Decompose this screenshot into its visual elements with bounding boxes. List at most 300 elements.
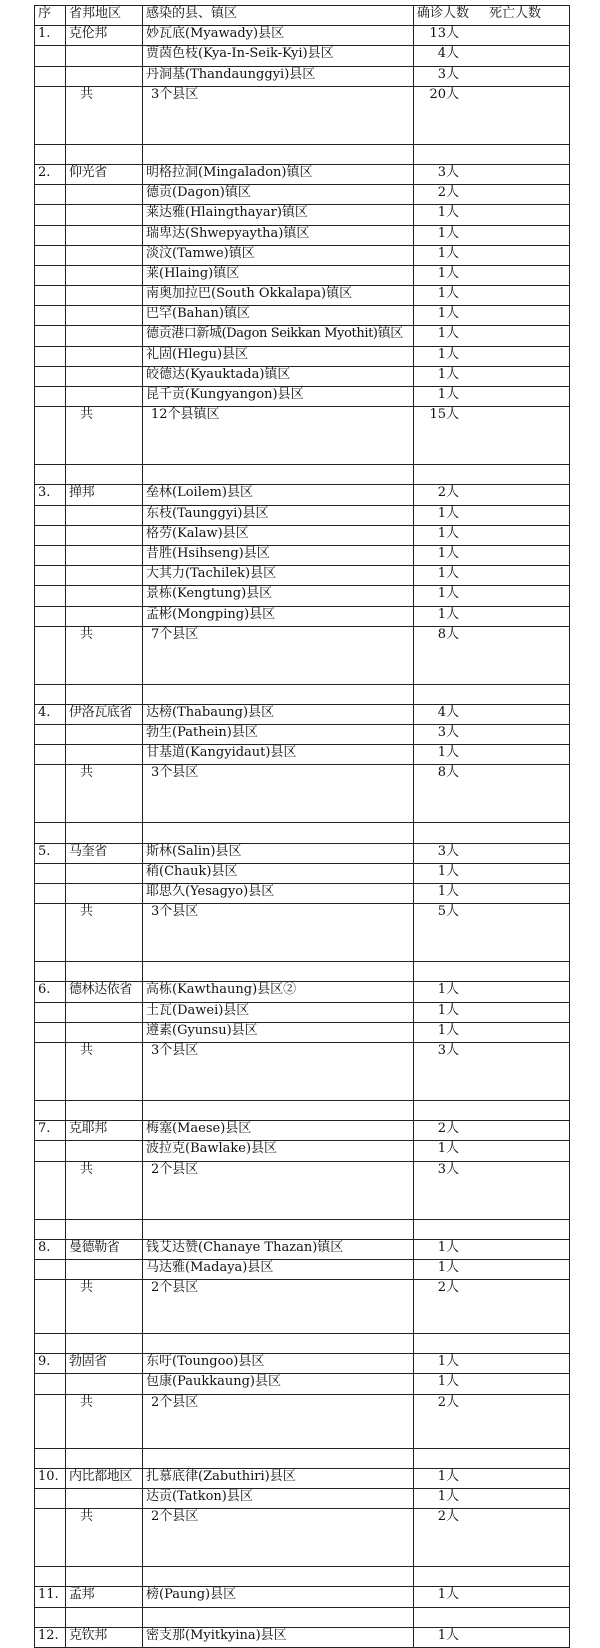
state-name [66,1374,143,1394]
state-name [66,1022,143,1042]
separator-row [35,1567,570,1587]
empty-cell [66,465,143,485]
empty-cell [66,823,143,843]
table-row [35,1022,570,1042]
table-row [35,545,570,565]
area-name: 妙瓦底(Myawady)县区 [143,26,414,46]
area-name: 巴罕(Bahan)镇区 [143,306,414,326]
state-name: 掸邦 [66,485,143,505]
area-name: 德贡港口新城(Dagon Seikkan Myothit)镇区 [143,326,414,346]
table-row [35,1259,570,1279]
case-count: 1人 [414,863,570,883]
table-row [35,1354,570,1374]
row-number [35,566,66,586]
total-area-count: 7个县区 [143,626,414,684]
case-count: 1人 [414,1141,570,1161]
empty-cell [143,1567,414,1587]
row-number: 2. [35,164,66,184]
total-label: 共 [66,1394,143,1448]
total-row [35,765,570,823]
case-count: 1人 [414,225,570,245]
total-area-count: 2个县区 [143,1161,414,1219]
area-name: 达榜(Thabaung)县区 [143,704,414,724]
area-name: 波拉克(Bawlake)县区 [143,1141,414,1161]
separator-row [35,962,570,982]
table-row [35,66,570,86]
row-number [35,586,66,606]
row-number [35,225,66,245]
row-number [35,46,66,66]
total-area-count: 12个县镇区 [143,407,414,465]
empty-cell [35,1509,66,1567]
row-number [35,286,66,306]
case-count: 1人 [414,545,570,565]
case-count: 1人 [414,1354,570,1374]
state-name [66,863,143,883]
case-count: 1人 [414,1468,570,1488]
table-row [35,745,570,765]
case-count: 1人 [414,387,570,407]
total-area-count: 3个县区 [143,904,414,962]
case-count: 1人 [414,205,570,225]
row-number [35,205,66,225]
case-count: 1人 [414,1002,570,1022]
state-name: 克钦邦 [66,1627,143,1647]
table-row [35,884,570,904]
area-name: 东吁(Toungoo)县区 [143,1354,414,1374]
empty-cell [143,144,414,164]
row-number: 12. [35,1627,66,1647]
empty-cell [143,684,414,704]
table-row [35,185,570,205]
row-number [35,863,66,883]
total-case-count: 2人 [414,1394,570,1448]
row-number [35,745,66,765]
area-name: 垒林(Loilem)县区 [143,485,414,505]
total-row [35,1161,570,1219]
total-case-count: 8人 [414,765,570,823]
table-row [35,606,570,626]
table-row [35,326,570,346]
empty-cell [35,86,66,144]
table-row [35,725,570,745]
table-row [35,982,570,1002]
row-number: 6. [35,982,66,1002]
empty-cell [35,1161,66,1219]
area-name: 南奥加拉巴(South Okkalapa)镇区 [143,286,414,306]
area-name: 格劳(Kalaw)县区 [143,525,414,545]
case-count: 3人 [414,164,570,184]
empty-cell [143,1100,414,1120]
empty-cell [35,1394,66,1448]
state-name: 曼德勒省 [66,1239,143,1259]
case-count: 4人 [414,704,570,724]
row-number: 8. [35,1239,66,1259]
state-name [66,366,143,386]
row-number [35,346,66,366]
empty-cell [35,1334,66,1354]
row-number [35,1022,66,1042]
table-row [35,525,570,545]
empty-cell [414,1567,570,1587]
total-label: 共 [66,86,143,144]
total-label: 共 [66,765,143,823]
area-name: 稍(Chauk)县区 [143,863,414,883]
total-area-count: 2个县区 [143,1280,414,1334]
table-row [35,843,570,863]
header-no: 序 [35,6,66,26]
header-row [35,6,570,26]
empty-cell [143,465,414,485]
state-name [66,66,143,86]
row-number [35,387,66,407]
area-name: 钱艾达赞(Chanaye Thazan)镇区 [143,1239,414,1259]
total-case-count: 3人 [414,1161,570,1219]
case-count: 1人 [414,1627,570,1647]
state-name [66,1002,143,1022]
state-name: 孟邦 [66,1587,143,1607]
state-name: 勃固省 [66,1354,143,1374]
case-count: 1人 [414,982,570,1002]
case-count: 1人 [414,265,570,285]
case-count: 2人 [414,485,570,505]
state-name [66,884,143,904]
row-number [35,1374,66,1394]
area-name: 斯林(Salin)县区 [143,843,414,863]
row-number [35,505,66,525]
area-name: 景栋(Kengtung)县区 [143,586,414,606]
row-number [35,1259,66,1279]
row-number [35,545,66,565]
empty-cell [35,626,66,684]
separator-row [35,1607,570,1627]
state-name [66,185,143,205]
case-count: 4人 [414,46,570,66]
empty-cell [414,1334,570,1354]
total-area-count: 3个县区 [143,86,414,144]
empty-cell [66,1607,143,1627]
empty-cell [414,465,570,485]
table-row [35,366,570,386]
case-count: 2人 [414,1121,570,1141]
row-number [35,1141,66,1161]
total-row [35,1042,570,1100]
area-name: 皎德达(Kyauktada)镇区 [143,366,414,386]
state-name [66,545,143,565]
empty-cell [143,962,414,982]
table-row [35,586,570,606]
empty-cell [66,1219,143,1239]
empty-cell [35,904,66,962]
header-cases: 确诊人数 [417,6,470,21]
empty-cell [414,1448,570,1468]
area-name: 莱(Hlaing)镇区 [143,265,414,285]
total-label: 共 [66,1509,143,1567]
case-count: 3人 [414,843,570,863]
area-name: 包康(Paukkaung)县区 [143,1374,414,1394]
total-case-count: 3人 [414,1042,570,1100]
state-name [66,387,143,407]
empty-cell [414,1607,570,1627]
empty-cell [143,1334,414,1354]
header-state: 省邦地区 [66,6,143,26]
empty-cell [143,823,414,843]
area-name: 梅塞(Maese)县区 [143,1121,414,1141]
empty-cell [414,962,570,982]
row-number [35,725,66,745]
case-count: 1人 [414,1239,570,1259]
empty-cell [35,407,66,465]
table-row [35,46,570,66]
row-number [35,326,66,346]
row-number [35,245,66,265]
empty-cell [66,1334,143,1354]
header-counts [414,6,570,26]
empty-cell [35,1567,66,1587]
state-name: 克耶邦 [66,1121,143,1141]
table-row [35,286,570,306]
total-case-count: 15人 [414,407,570,465]
row-number [35,884,66,904]
case-count: 1人 [414,1022,570,1042]
total-label: 共 [66,1161,143,1219]
empty-cell [35,465,66,485]
area-name: 丹洞基(Thandaunggyi)县区 [143,66,414,86]
area-name: 密支那(Myitkyina)县区 [143,1627,414,1647]
total-row [35,407,570,465]
area-name: 扎慕底律(Zabuthiri)县区 [143,1468,414,1488]
empty-cell [35,1100,66,1120]
separator-row [35,1219,570,1239]
table-row [35,1374,570,1394]
case-count: 1人 [414,1374,570,1394]
row-number [35,525,66,545]
state-name [66,326,143,346]
table-row [35,566,570,586]
table-row [35,1489,570,1509]
case-count: 1人 [414,1259,570,1279]
case-count: 1人 [414,566,570,586]
area-name: 高栋(Kawthaung)县区② [143,982,414,1002]
state-name [66,46,143,66]
state-name: 仰光省 [66,164,143,184]
row-number: 7. [35,1121,66,1141]
area-name: 土瓦(Dawei)县区 [143,1002,414,1022]
state-name [66,1141,143,1161]
empty-cell [414,1219,570,1239]
table-row [35,485,570,505]
empty-cell [66,1567,143,1587]
table-row [35,265,570,285]
table-row [35,1002,570,1022]
state-name [66,505,143,525]
empty-cell [66,1100,143,1120]
state-name [66,606,143,626]
state-name [66,286,143,306]
table-row [35,306,570,326]
separator-row [35,823,570,843]
empty-cell [414,823,570,843]
table-row [35,1627,570,1647]
state-name [66,745,143,765]
area-name: 瑞卑达(Shwepyaytha)镇区 [143,225,414,245]
area-name: 遵素(Gyunsu)县区 [143,1022,414,1042]
table-body [35,6,570,1648]
row-number [35,306,66,326]
area-name: 贾茵色枝(Kya-In-Seik-Kyi)县区 [143,46,414,66]
row-number [35,366,66,386]
case-count: 1人 [414,326,570,346]
empty-cell [414,144,570,164]
empty-cell [66,962,143,982]
row-number [35,1489,66,1509]
state-name [66,265,143,285]
case-count: 1人 [414,1587,570,1607]
area-name: 达贡(Tatkon)县区 [143,1489,414,1509]
state-name: 克伦邦 [66,26,143,46]
total-label: 共 [66,626,143,684]
row-number: 4. [35,704,66,724]
table-row [35,225,570,245]
state-name [66,586,143,606]
table-row [35,346,570,366]
table-row [35,863,570,883]
state-name: 马奎省 [66,843,143,863]
empty-cell [35,144,66,164]
state-name [66,566,143,586]
table-row [35,1141,570,1161]
total-label: 共 [66,1042,143,1100]
area-name: 马达雅(Madaya)县区 [143,1259,414,1279]
total-row [35,86,570,144]
total-row [35,1394,570,1448]
area-name: 孟彬(Mongping)县区 [143,606,414,626]
state-name [66,346,143,366]
case-count: 1人 [414,745,570,765]
area-name: 昔胜(Hsihseng)县区 [143,545,414,565]
empty-cell [35,1280,66,1334]
table-row [35,164,570,184]
table-row [35,245,570,265]
case-count: 1人 [414,306,570,326]
area-name: 昆千贡(Kungyangon)县区 [143,387,414,407]
total-area-count: 3个县区 [143,765,414,823]
empty-cell [66,144,143,164]
empty-cell [35,1607,66,1627]
empty-cell [66,1448,143,1468]
empty-cell [66,684,143,704]
empty-cell [35,1219,66,1239]
case-count: 2人 [414,185,570,205]
total-label: 共 [66,407,143,465]
table-row [35,26,570,46]
state-name: 德林达依省 [66,982,143,1002]
area-name: 明格拉洞(Mingaladon)镇区 [143,164,414,184]
case-count: 1人 [414,346,570,366]
case-count: 1人 [414,1489,570,1509]
empty-cell [414,1100,570,1120]
table-row [35,387,570,407]
covid-cases-table [34,5,570,1648]
case-count: 3人 [414,725,570,745]
empty-cell [35,1448,66,1468]
header-deaths: 死亡人数 [489,6,542,21]
case-count: 1人 [414,884,570,904]
state-name [66,245,143,265]
total-row [35,1509,570,1567]
total-row [35,626,570,684]
table-row [35,205,570,225]
state-name [66,306,143,326]
row-number: 11. [35,1587,66,1607]
row-number: 3. [35,485,66,505]
area-name: 甘基道(Kangyidaut)县区 [143,745,414,765]
area-name: 榜(Paung)县区 [143,1587,414,1607]
table-row [35,1239,570,1259]
row-number: 9. [35,1354,66,1374]
total-case-count: 5人 [414,904,570,962]
separator-row [35,1448,570,1468]
total-row [35,1280,570,1334]
separator-row [35,684,570,704]
total-area-count: 2个县区 [143,1509,414,1567]
total-row [35,904,570,962]
case-count: 3人 [414,66,570,86]
empty-cell [35,962,66,982]
state-name [66,225,143,245]
empty-cell [143,1448,414,1468]
state-name [66,725,143,745]
area-name: 德贡(Dagon)镇区 [143,185,414,205]
area-name: 耶思久(Yesagyo)县区 [143,884,414,904]
case-count: 1人 [414,606,570,626]
table-row [35,704,570,724]
case-count: 13人 [414,26,570,46]
row-number [35,265,66,285]
total-case-count: 2人 [414,1280,570,1334]
case-count: 1人 [414,525,570,545]
case-count: 1人 [414,286,570,306]
area-name: 淡汶(Tamwe)镇区 [143,245,414,265]
area-name: 礼固(Hlegu)县区 [143,346,414,366]
empty-cell [143,1219,414,1239]
empty-cell [35,823,66,843]
state-name: 内比都地区 [66,1468,143,1488]
area-name: 勃生(Pathein)县区 [143,725,414,745]
state-name: 伊洛瓦底省 [66,704,143,724]
case-count: 1人 [414,505,570,525]
empty-cell [143,1607,414,1627]
header-area: 感染的县、镇区 [143,6,414,26]
state-name [66,525,143,545]
row-number: 1. [35,26,66,46]
total-area-count: 2个县区 [143,1394,414,1448]
row-number [35,185,66,205]
state-name [66,1259,143,1279]
row-number [35,606,66,626]
total-case-count: 2人 [414,1509,570,1567]
empty-cell [414,684,570,704]
separator-row [35,144,570,164]
case-count: 1人 [414,366,570,386]
table-row [35,1468,570,1488]
total-case-count: 20人 [414,86,570,144]
case-count: 1人 [414,245,570,265]
separator-row [35,465,570,485]
case-count: 1人 [414,586,570,606]
empty-cell [35,684,66,704]
row-number [35,66,66,86]
